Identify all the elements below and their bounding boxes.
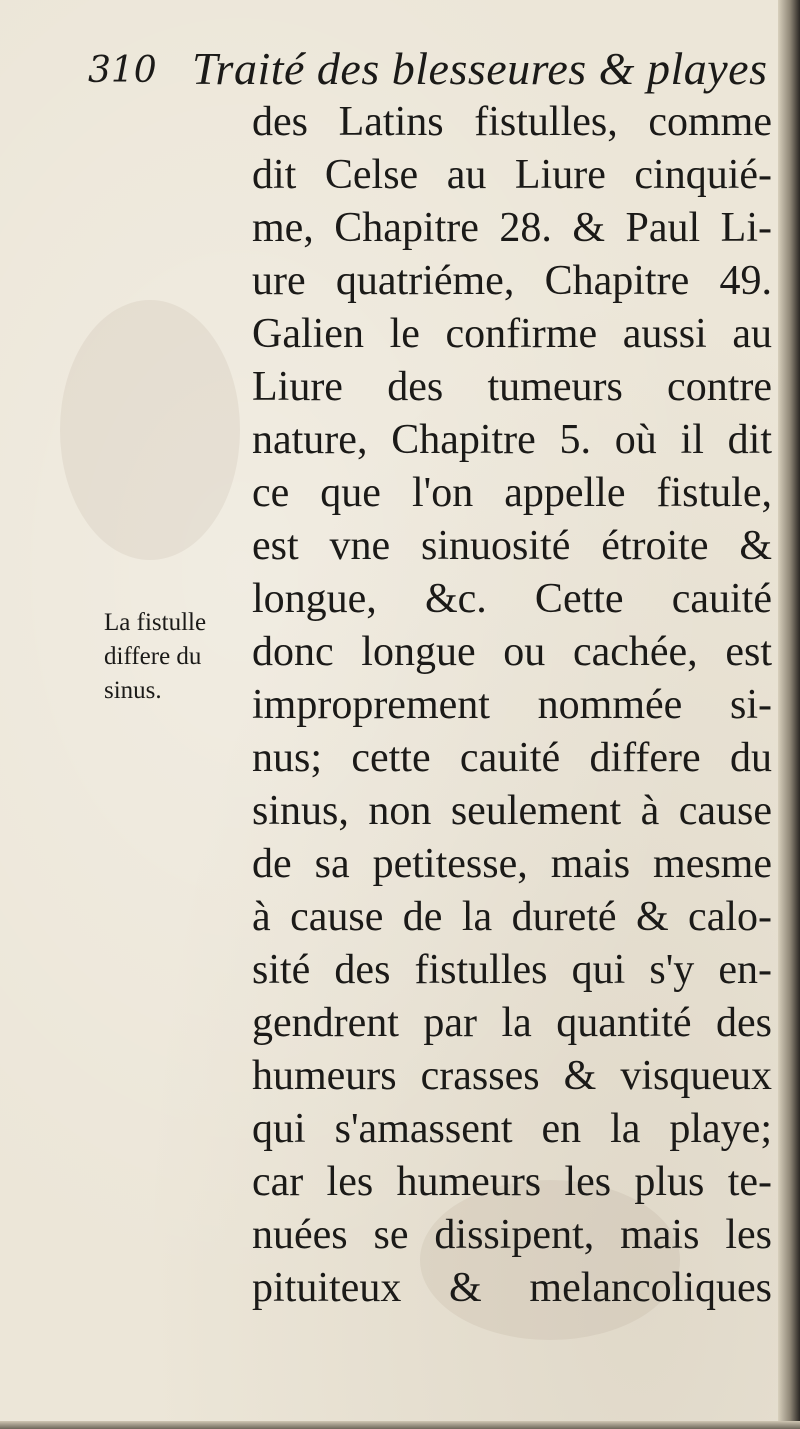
text-line: ure quatriéme, Chapitre 49. <box>252 258 772 304</box>
running-title: Traité des blesseures & playes <box>192 43 768 94</box>
text-line: improprement nommée si- <box>252 682 772 728</box>
paper-stain <box>60 300 240 560</box>
marginal-note-line: differe du <box>104 643 202 670</box>
text-line: des Latins fistulles, comme <box>252 99 772 145</box>
text-line: ce que l'on appelle fistule, <box>252 470 772 516</box>
text-line: dit Celse au Liure cinquié- <box>252 152 772 198</box>
page-number: 310 <box>88 50 157 91</box>
text-line: nuées se dissipent, mais les <box>252 1212 772 1258</box>
text-line: gendrent par la quantité des <box>252 1000 772 1046</box>
text-line: à cause de la dureté & calo- <box>252 894 772 940</box>
text-line: me, Chapitre 28. & Paul Li- <box>252 205 772 251</box>
text-line: humeurs crasses & visqueux <box>252 1053 772 1099</box>
text-line: car les humeurs les plus te- <box>252 1159 772 1205</box>
text-line: Galien le confirme aussi au <box>252 311 772 357</box>
text-line: de sa petitesse, mais mesme <box>252 841 772 887</box>
text-line: pituiteux & melancoliques <box>252 1265 772 1311</box>
body-text <box>252 96 772 1315</box>
text-line: est vne sinuosité étroite & <box>252 523 772 569</box>
text-line: donc longue ou cachée, est <box>252 629 772 675</box>
text-line: qui s'amassent en la playe; <box>252 1106 772 1152</box>
text-line: sinus, non seulement à cause <box>252 788 772 834</box>
marginal-note-line: La fistulle <box>104 609 207 636</box>
page-edge-shadow <box>778 0 800 1429</box>
marginal-note <box>104 606 254 708</box>
page-edge-bottom <box>0 1421 800 1429</box>
text-line: longue, &c. Cette cauité <box>252 576 772 622</box>
text-line: sité des fistulles qui s'y en- <box>252 947 772 993</box>
marginal-note-line: sinus. <box>104 677 162 704</box>
text-line: nature, Chapitre 5. où il dit <box>252 417 772 463</box>
text-line: nus; cette cauité differe du <box>252 735 772 781</box>
text-line: Liure des tumeurs contre <box>252 364 772 410</box>
